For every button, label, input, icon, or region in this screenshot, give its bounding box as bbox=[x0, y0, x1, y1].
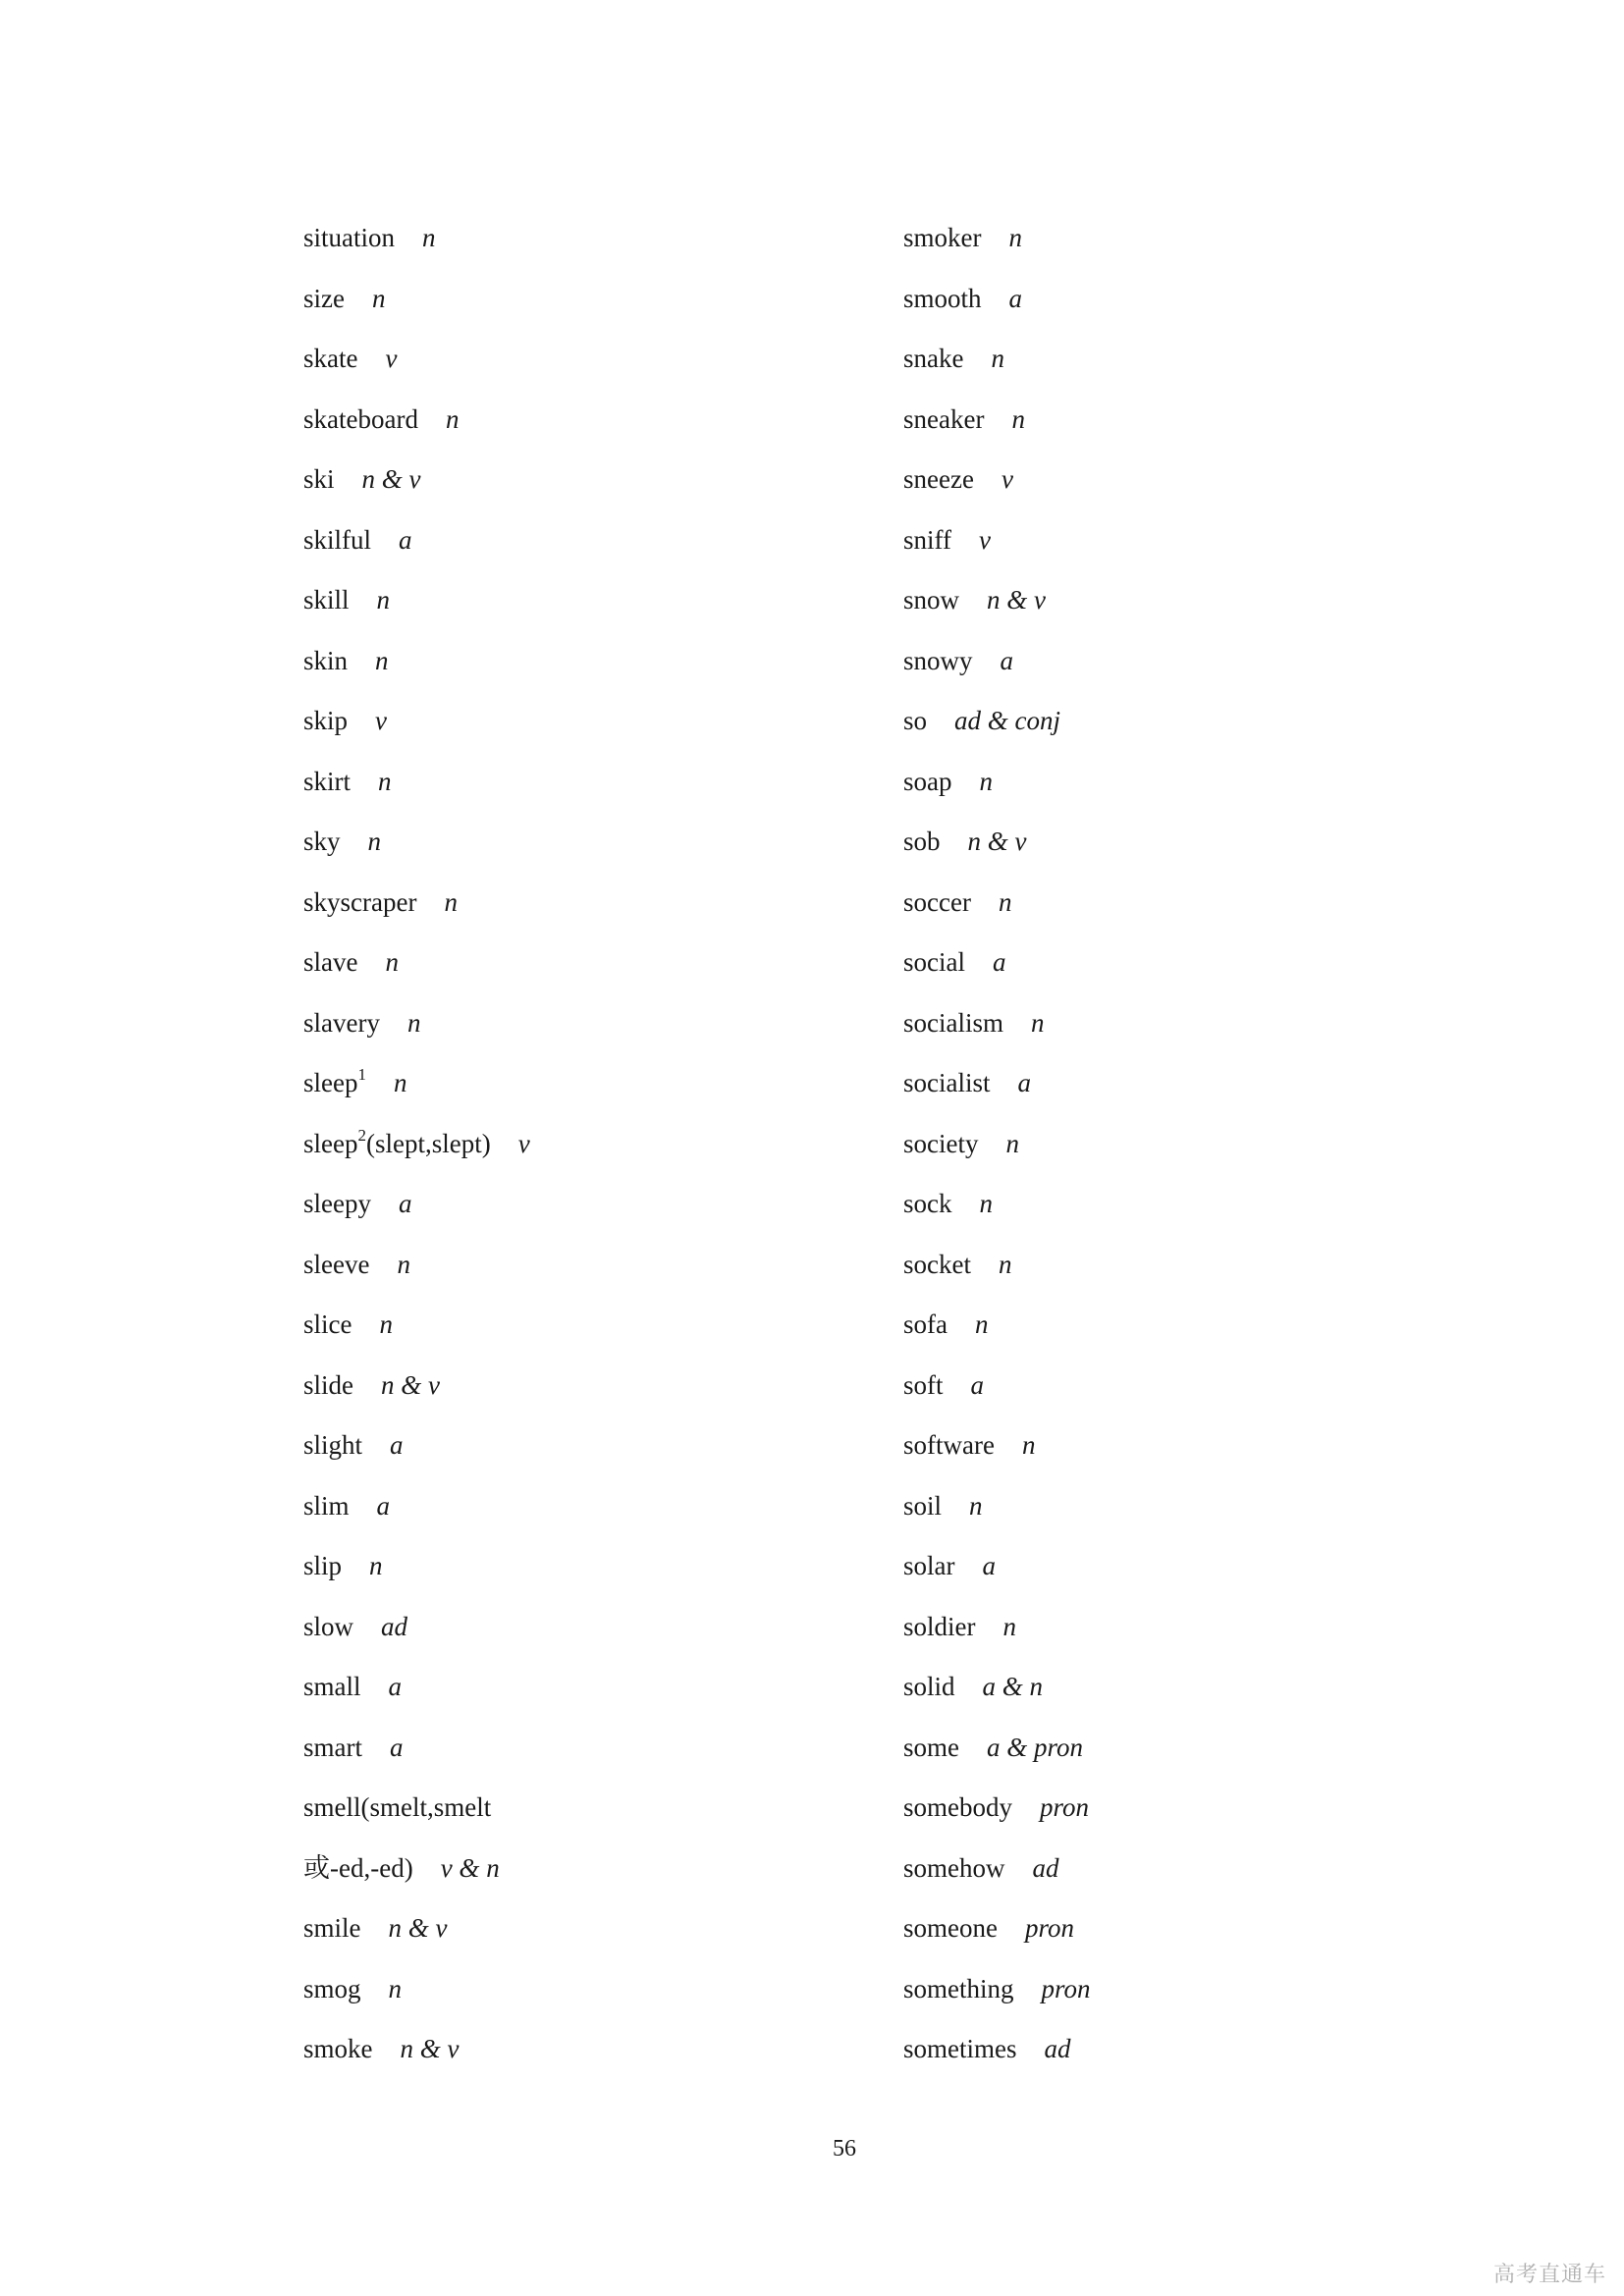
entry-part-of-speech: n bbox=[371, 283, 386, 313]
entry-word-base: sock bbox=[903, 1189, 952, 1218]
entry-part-of-speech: a bbox=[388, 1672, 402, 1701]
entry-word bbox=[903, 1974, 1014, 2003]
entry-part-of-speech: a bbox=[992, 947, 1006, 977]
entry-word bbox=[903, 1792, 1012, 1822]
entry-word bbox=[303, 1733, 362, 1762]
vocabulary-entry bbox=[303, 520, 412, 560]
entry-word bbox=[303, 1008, 380, 1038]
entry-word-base: skateboard bbox=[303, 403, 418, 434]
entry-word bbox=[303, 1491, 350, 1521]
vocabulary-entry bbox=[903, 1486, 983, 1525]
entry-word bbox=[303, 1612, 353, 1641]
entry-word-base: small bbox=[303, 1672, 361, 1701]
entry-word bbox=[903, 1250, 971, 1279]
entry-word bbox=[903, 767, 952, 796]
entry-word bbox=[303, 1551, 342, 1580]
vocabulary-entry bbox=[303, 1848, 500, 1888]
vocabulary-entry bbox=[303, 2029, 460, 2068]
vocabulary-entry bbox=[303, 1607, 407, 1646]
entry-word bbox=[903, 1672, 955, 1701]
entry-word bbox=[903, 284, 982, 313]
entry-word-base: socialism bbox=[903, 1007, 1003, 1038]
entry-part-of-speech: a bbox=[390, 1732, 404, 1762]
vocabulary-entry bbox=[903, 1848, 1059, 1888]
vocabulary-entry bbox=[303, 1546, 383, 1585]
vocabulary-entry bbox=[903, 279, 1022, 318]
entry-part-of-speech: ad bbox=[1044, 2034, 1071, 2063]
entry-word bbox=[303, 2034, 373, 2063]
entry-word-base: slavery bbox=[303, 1007, 380, 1038]
vocabulary-entry bbox=[903, 1908, 1074, 1948]
entry-word-base: skilful bbox=[303, 524, 372, 555]
vocabulary-entry bbox=[903, 1063, 1031, 1102]
entry-part-of-speech: n & v bbox=[967, 827, 1027, 856]
entry-part-of-speech: a bbox=[399, 524, 412, 555]
entry-word bbox=[303, 706, 348, 735]
entry-part-of-speech: v bbox=[1001, 464, 1013, 494]
entry-word-base: situation bbox=[303, 223, 395, 252]
entry-part-of-speech: n bbox=[406, 1007, 421, 1038]
entry-word bbox=[903, 223, 981, 252]
entry-part-of-speech: n bbox=[378, 766, 392, 796]
vocabulary-entry bbox=[303, 762, 392, 801]
entry-word-base: sneeze bbox=[903, 464, 974, 494]
vocabulary-entry bbox=[303, 1124, 530, 1163]
entry-word bbox=[303, 1792, 491, 1822]
entry-part-of-speech: n bbox=[379, 1309, 393, 1339]
entry-word bbox=[903, 1008, 1003, 1038]
vocabulary-entry bbox=[303, 1788, 491, 1827]
vocabulary-entry bbox=[903, 459, 1013, 499]
vocabulary-entry bbox=[303, 459, 421, 499]
entry-word-base: sleepy bbox=[303, 1189, 371, 1218]
entry-part-of-speech: n bbox=[1008, 223, 1022, 252]
vocabulary-entry bbox=[903, 1425, 1035, 1465]
entry-word bbox=[303, 284, 345, 313]
entry-word bbox=[303, 1065, 366, 1097]
entry-word bbox=[303, 1189, 371, 1218]
entry-part-of-speech: v bbox=[517, 1128, 530, 1158]
vocabulary-entry bbox=[303, 1908, 448, 1948]
vocabulary-entry bbox=[903, 641, 1013, 680]
entry-word bbox=[903, 585, 959, 614]
entry-word bbox=[903, 1913, 998, 1943]
vocabulary-entry bbox=[303, 882, 458, 922]
entry-word-base: software bbox=[903, 1430, 995, 1460]
entry-word-base: ski bbox=[303, 464, 335, 494]
entry-word-base: skip bbox=[303, 706, 349, 735]
vocabulary-entry bbox=[903, 1124, 1019, 1163]
entry-word-base: slip bbox=[303, 1551, 343, 1580]
entry-word-base: so bbox=[903, 706, 928, 735]
entry-word-base: soap bbox=[903, 766, 952, 796]
entry-word bbox=[903, 827, 941, 856]
entry-part-of-speech: a bbox=[1017, 1068, 1031, 1097]
entry-word bbox=[303, 1913, 361, 1943]
entry-word-base: smooth bbox=[903, 283, 982, 313]
entry-part-of-speech: n & v bbox=[388, 1913, 448, 1943]
vocabulary-entry bbox=[903, 1728, 1083, 1767]
entry-part-of-speech: n bbox=[1011, 403, 1025, 434]
entry-word bbox=[903, 706, 927, 735]
vocabulary-entry bbox=[903, 580, 1046, 619]
entry-word bbox=[303, 223, 395, 252]
entry-word-forms: (slept,slept) bbox=[365, 1128, 491, 1158]
vocabulary-entry bbox=[903, 400, 1025, 439]
entry-word-base: smoker bbox=[903, 223, 982, 252]
vocabulary-entry bbox=[303, 1365, 440, 1405]
vocabulary-entry bbox=[303, 1425, 404, 1465]
entry-part-of-speech: a bbox=[390, 1430, 404, 1460]
entry-word bbox=[303, 1250, 369, 1279]
entry-word-base: something bbox=[903, 1973, 1014, 2003]
entry-part-of-speech: v bbox=[385, 344, 398, 373]
entry-part-of-speech: v bbox=[979, 524, 991, 555]
entry-word-base: solid bbox=[903, 1672, 955, 1701]
entry-part-of-speech: n bbox=[367, 827, 382, 856]
vocabulary-entry bbox=[303, 822, 381, 861]
entry-word bbox=[303, 947, 357, 977]
entry-part-of-speech: n bbox=[393, 1068, 407, 1097]
vocabulary-entry bbox=[303, 942, 399, 982]
entry-part-of-speech: a bbox=[1000, 645, 1014, 675]
entry-word-base: sleeve bbox=[303, 1249, 370, 1279]
entry-word-base: slight bbox=[303, 1430, 363, 1460]
entry-part-of-speech: v & n bbox=[440, 1852, 500, 1883]
entry-word-base: smile bbox=[303, 1913, 361, 1943]
entry-part-of-speech: pron bbox=[1040, 1792, 1090, 1822]
entry-word bbox=[903, 525, 951, 555]
vocabulary-entry bbox=[903, 822, 1027, 861]
entry-word-base: snowy bbox=[903, 645, 973, 675]
entry-word bbox=[903, 2034, 1017, 2063]
entry-word-base: 或-ed,-ed) bbox=[303, 1852, 413, 1883]
entry-word bbox=[303, 344, 357, 373]
entry-word-base: slide bbox=[303, 1369, 353, 1400]
entry-part-of-speech: n bbox=[1005, 1128, 1019, 1158]
entry-word-base: skate bbox=[303, 344, 358, 373]
vocabulary-entry bbox=[903, 2029, 1071, 2068]
entry-part-of-speech: n bbox=[974, 1309, 989, 1339]
entry-word bbox=[903, 1551, 954, 1580]
entry-word-base: sofa bbox=[903, 1309, 947, 1339]
vocabulary-entry bbox=[903, 1607, 1016, 1646]
vocabulary-entry bbox=[903, 520, 991, 560]
entry-word-base: soccer bbox=[903, 886, 971, 917]
entry-part-of-speech: n bbox=[998, 1249, 1012, 1279]
vocabulary-entry bbox=[903, 1305, 988, 1344]
entry-word-base: sniff bbox=[903, 524, 952, 555]
entry-part-of-speech: n bbox=[979, 766, 993, 796]
vocabulary-entry bbox=[303, 1667, 402, 1706]
entry-word-base: soil bbox=[903, 1490, 943, 1521]
entry-word-base: sob bbox=[903, 827, 941, 856]
entry-word-base: somebody bbox=[903, 1792, 1012, 1822]
entry-word bbox=[303, 1309, 352, 1339]
entry-part-of-speech: n bbox=[445, 403, 460, 434]
entry-part-of-speech: n & v bbox=[400, 2034, 460, 2063]
entry-word bbox=[303, 1672, 361, 1701]
vocabulary-entry bbox=[303, 218, 436, 257]
vocabulary-entry bbox=[303, 701, 387, 740]
entry-part-of-speech: n bbox=[385, 947, 399, 977]
entry-part-of-speech: n bbox=[979, 1189, 993, 1218]
entry-word bbox=[303, 585, 350, 614]
entry-word bbox=[903, 1853, 1005, 1883]
entry-part-of-speech: ad bbox=[381, 1611, 408, 1641]
entry-word-base: social bbox=[903, 947, 965, 977]
entry-word bbox=[903, 404, 984, 434]
entry-part-of-speech: a bbox=[970, 1369, 984, 1400]
entry-word-base: size bbox=[303, 283, 345, 313]
page-number: 56 bbox=[833, 2136, 856, 2162]
entry-word bbox=[903, 1612, 976, 1641]
entry-part-of-speech: n bbox=[1021, 1430, 1036, 1460]
entry-word bbox=[303, 1974, 361, 2003]
entry-part-of-speech: n & v bbox=[987, 585, 1047, 614]
vocabulary-entry bbox=[903, 882, 1011, 922]
entry-word-base: smog bbox=[303, 1973, 361, 2003]
entry-word bbox=[303, 1125, 491, 1158]
entry-word-base: snake bbox=[903, 344, 964, 373]
entry-sense-number: 2 bbox=[357, 1125, 366, 1145]
vocabulary-entry bbox=[303, 279, 385, 318]
vocabulary-entry bbox=[903, 762, 993, 801]
entry-word-base: slave bbox=[303, 947, 358, 977]
entry-word bbox=[903, 1733, 959, 1762]
vocabulary-entry bbox=[903, 339, 1004, 378]
vocabulary-entry bbox=[903, 701, 1060, 740]
vocabulary-entry bbox=[903, 942, 1005, 982]
entry-word-base: skin bbox=[303, 645, 349, 675]
vocabulary-entry bbox=[903, 1969, 1091, 2008]
vocabulary-entry bbox=[303, 400, 459, 439]
vocabulary-entry bbox=[303, 1003, 420, 1042]
entry-word bbox=[903, 1309, 947, 1339]
entry-word bbox=[903, 1068, 991, 1097]
entry-word bbox=[303, 827, 341, 856]
vocabulary-entry bbox=[303, 339, 397, 378]
vocabulary-entry bbox=[303, 1486, 390, 1525]
entry-word-base: solar bbox=[903, 1551, 955, 1580]
entry-part-of-speech: n bbox=[1002, 1611, 1016, 1641]
entry-word bbox=[903, 344, 963, 373]
entry-word-base: smart bbox=[303, 1732, 362, 1762]
entry-sense-number: 1 bbox=[357, 1065, 366, 1084]
entry-word-base: slim bbox=[303, 1490, 350, 1521]
entry-word-base: socket bbox=[903, 1249, 971, 1279]
vocabulary-entry bbox=[303, 1063, 406, 1102]
entry-part-of-speech: n bbox=[397, 1249, 410, 1279]
entry-word bbox=[303, 1430, 362, 1460]
entry-word-base: some bbox=[903, 1732, 959, 1762]
vocabulary-entry bbox=[903, 1788, 1089, 1827]
entry-word-base: smell(smelt,smelt bbox=[303, 1792, 492, 1822]
entry-word bbox=[303, 1370, 353, 1400]
entry-word-base: soft bbox=[903, 1369, 944, 1400]
entry-word-base: sneaker bbox=[903, 403, 985, 434]
entry-part-of-speech: a bbox=[1008, 283, 1023, 313]
entry-word-base: slice bbox=[303, 1309, 352, 1339]
entry-part-of-speech: a bbox=[376, 1490, 391, 1521]
entry-word bbox=[303, 646, 348, 675]
entry-part-of-speech: n bbox=[375, 645, 389, 675]
entry-word bbox=[903, 1189, 952, 1218]
entry-word-base: socialist bbox=[903, 1068, 991, 1097]
entry-word bbox=[903, 1129, 978, 1158]
entry-part-of-speech: n bbox=[422, 223, 436, 252]
entry-word bbox=[903, 887, 971, 917]
entry-word-base: slow bbox=[303, 1611, 354, 1641]
vocabulary-entry bbox=[303, 1184, 411, 1223]
entry-part-of-speech: a bbox=[982, 1551, 996, 1580]
vocabulary-entry bbox=[303, 1728, 404, 1767]
entry-part-of-speech: n bbox=[1031, 1007, 1045, 1038]
entry-word-base: skill bbox=[303, 585, 350, 614]
entry-part-of-speech: n bbox=[998, 886, 1012, 917]
entry-word-base: smoke bbox=[303, 2034, 373, 2063]
entry-part-of-speech: n bbox=[369, 1551, 383, 1580]
vocabulary-entry bbox=[303, 580, 390, 619]
entry-word bbox=[303, 767, 351, 796]
entry-word bbox=[303, 1853, 413, 1883]
entry-word-base: somehow bbox=[903, 1852, 1005, 1883]
entry-part-of-speech: ad bbox=[1032, 1852, 1059, 1883]
vocabulary-entry bbox=[903, 1546, 996, 1585]
entry-part-of-speech: a & pron bbox=[987, 1732, 1084, 1762]
entry-word-base: sleep bbox=[303, 1068, 358, 1097]
entry-part-of-speech: v bbox=[375, 706, 387, 735]
entry-part-of-speech: n bbox=[991, 344, 1004, 373]
vocabulary-entry bbox=[303, 1305, 393, 1344]
entry-word bbox=[903, 1491, 942, 1521]
entry-part-of-speech: n bbox=[969, 1490, 983, 1521]
entry-part-of-speech: n bbox=[376, 585, 391, 614]
entry-part-of-speech: n bbox=[388, 1973, 403, 2003]
entry-word bbox=[303, 887, 416, 917]
vocabulary-entry bbox=[303, 1969, 402, 2008]
entry-part-of-speech: pron bbox=[1024, 1913, 1074, 1943]
entry-word-base: soldier bbox=[903, 1611, 976, 1641]
entry-part-of-speech: n bbox=[444, 886, 458, 917]
entry-word bbox=[903, 464, 974, 494]
entry-word bbox=[903, 1370, 944, 1400]
vocabulary-entry bbox=[903, 1003, 1045, 1042]
entry-word-base: someone bbox=[903, 1913, 998, 1943]
entry-word bbox=[903, 947, 965, 977]
watermark-logo: 高考直通车 bbox=[1492, 2263, 1606, 2287]
vocabulary-entry bbox=[903, 1365, 984, 1405]
vocabulary-entry bbox=[903, 1667, 1043, 1706]
entry-part-of-speech: ad & conj bbox=[954, 706, 1061, 735]
entry-word bbox=[903, 1430, 995, 1460]
vocabulary-entry bbox=[903, 1245, 1011, 1284]
entry-word bbox=[303, 525, 371, 555]
entry-part-of-speech: pron bbox=[1041, 1973, 1091, 2003]
entry-word-base: sleep bbox=[303, 1128, 358, 1158]
entry-word bbox=[903, 646, 973, 675]
entry-word-base: skyscraper bbox=[303, 886, 417, 917]
entry-word bbox=[303, 404, 418, 434]
vocabulary-entry bbox=[303, 641, 389, 680]
entry-word-base: skirt bbox=[303, 766, 352, 796]
entry-part-of-speech: a bbox=[398, 1189, 412, 1218]
vocabulary-entry bbox=[303, 1245, 410, 1284]
entry-part-of-speech: a & n bbox=[982, 1672, 1044, 1701]
entry-word-base: snow bbox=[903, 585, 960, 614]
vocabulary-entry bbox=[903, 1184, 993, 1223]
entry-word-base: sometimes bbox=[903, 2034, 1017, 2063]
entry-word-base: sky bbox=[303, 827, 341, 856]
entry-part-of-speech: n & v bbox=[361, 464, 421, 494]
vocabulary-entry bbox=[903, 218, 1022, 257]
entry-word-base: society bbox=[903, 1128, 979, 1158]
entry-word bbox=[303, 464, 335, 494]
entry-part-of-speech: n & v bbox=[381, 1369, 440, 1400]
